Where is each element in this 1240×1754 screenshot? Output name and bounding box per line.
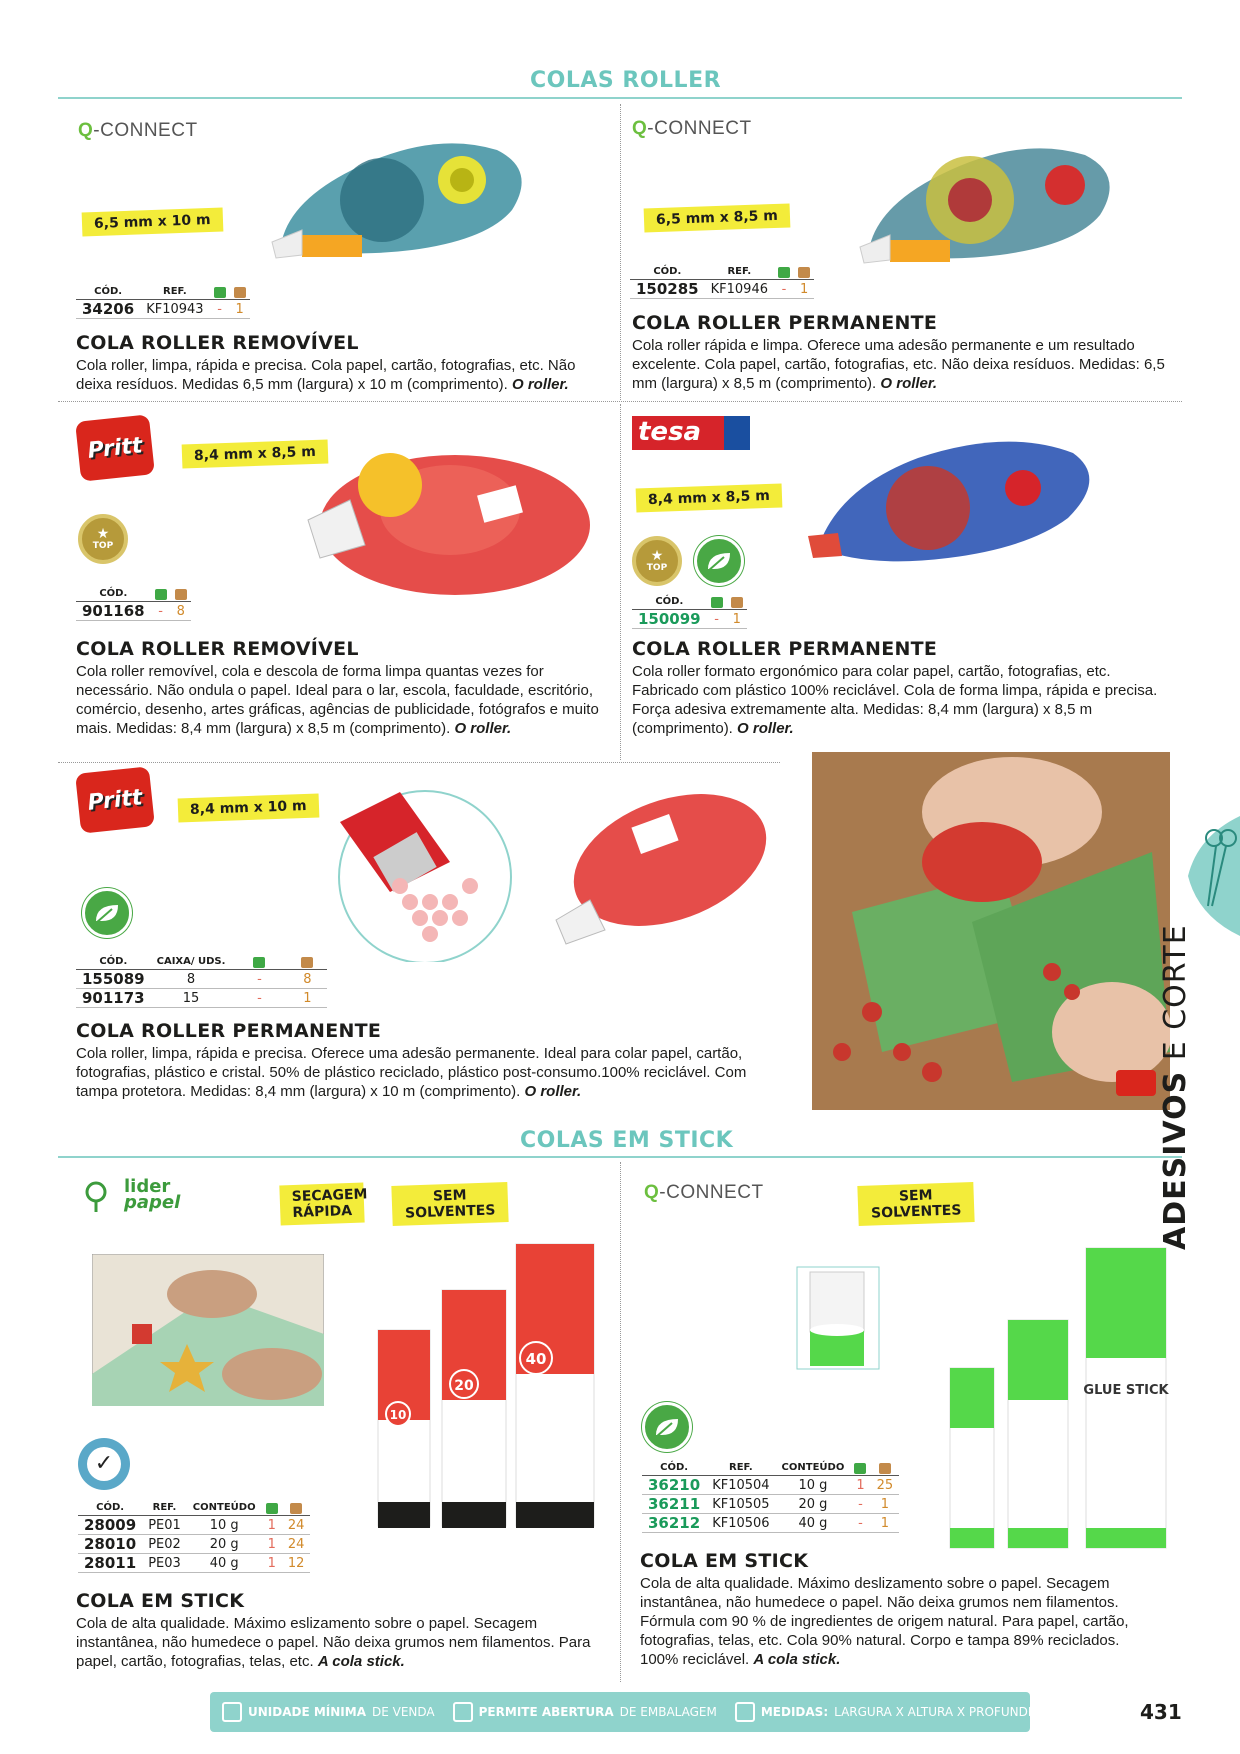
legend-measures: MEDIDAS: LARGURA X ALTURA X PROFUNDIDADE — [735, 1702, 1066, 1722]
product-title: COLA ROLLER REMOVÍVEL — [76, 332, 359, 354]
cell-ref: PE02 — [142, 1535, 187, 1554]
size-tag: 8,4 mm x 10 m — [178, 794, 319, 823]
stick-size-label: 10 — [389, 1408, 407, 1422]
cell-open: 1 — [850, 1476, 870, 1495]
product-description: Cola roller removível, cola e descola de forma limpa quantas vezes for necessário. Não ondula o papel. Ideal para o lar, escola, faculdade, escritório, comércio, desenho, artes gráficas, agências de publicidade, fotógrafos e muito mais. Medidas: 8,4 mm (largura) x 8,5 m (comprimento). O roller. — [76, 663, 599, 737]
product-title: COLA ROLLER REMOVÍVEL — [76, 638, 359, 660]
eco-leaf-icon — [642, 1402, 692, 1452]
table-row — [78, 1535, 310, 1554]
qconnect-logo: Q-CONNECT — [644, 1182, 764, 1203]
table-row — [76, 602, 191, 621]
spec-table — [630, 266, 814, 299]
roller-product-image — [262, 130, 532, 280]
col-header: CÓD. — [76, 286, 140, 300]
usage-photo — [812, 752, 1170, 1110]
size-tag: 8,4 mm x 8,5 m — [636, 483, 783, 512]
cell-ref: KF10505 — [706, 1495, 775, 1514]
product-description: Cola roller rápida e limpa. Oferece uma adesão permanente e um resultado excelente. Cola papel, cartão, fotografias, etc. Não deixa resíduos. Medidas: 6,5 mm (largura) x 8,5 m (comprimento). O roller. — [632, 337, 1165, 392]
glue-stick-image — [370, 1240, 600, 1540]
cell-content: 40 g — [187, 1554, 262, 1573]
cell-cod: 36212 — [642, 1514, 706, 1533]
open-box-icon — [453, 1702, 473, 1722]
cell-unit: 1 — [794, 280, 814, 299]
col-header: CÓD. — [632, 596, 707, 610]
cell-unit: 1 — [871, 1514, 900, 1533]
open-pack-icon — [151, 588, 171, 602]
open-pack-icon — [774, 266, 794, 280]
cell-open: - — [707, 610, 727, 629]
open-pack-icon — [262, 1502, 282, 1516]
cell-cod: 155089 — [76, 970, 151, 989]
qconnect-logo: Q-CONNECT — [632, 118, 752, 139]
cell-cod: 28010 — [78, 1535, 142, 1554]
spec-table — [76, 286, 250, 319]
cell-open: 1 — [262, 1535, 282, 1554]
cell-unit: 12 — [282, 1554, 311, 1573]
product-description: Cola roller, limpa, rápida e precisa. Oferece uma adesão permanente. Ideal para colar papel, cartão, fotografias, plástico e cristal. 50% de plástico reciclado, plástico post-consumo.100% reciclável. Com tampa protetora. Medidas: 8,4 mm (largura) x 10 m (comprimento). O roller. — [76, 1045, 747, 1100]
col-header: CÓD. — [642, 1462, 706, 1476]
table-row — [630, 280, 814, 299]
min-unit-icon — [727, 596, 747, 610]
table-row — [78, 1516, 310, 1535]
qconnect-logo: Q-CONNECT — [78, 120, 198, 141]
size-tag: 8,4 mm x 8,5 m — [182, 439, 329, 468]
table-row — [642, 1476, 899, 1495]
stick-brand-label: GLUE STICK — [1083, 1383, 1169, 1398]
cell-ref: PE01 — [142, 1516, 187, 1535]
tag-no-solvents: SEM SOLVENTES — [391, 1182, 508, 1226]
min-unit-icon — [287, 956, 327, 970]
size-tag: 6,5 mm x 10 m — [82, 208, 223, 237]
tesa-logo: tesa — [632, 416, 750, 450]
table-row — [76, 970, 327, 989]
top-badge-icon: ★ TOP — [78, 514, 128, 564]
open-pack-icon — [850, 1462, 870, 1476]
col-header: CÓD. — [78, 1502, 142, 1516]
column-divider — [620, 104, 621, 400]
category-side-label: ADESIVOS E CORTE — [1158, 924, 1193, 1250]
cell-unit: 1 — [871, 1495, 900, 1514]
section-rule — [58, 1156, 1182, 1158]
cell-ref: KF10506 — [706, 1514, 775, 1533]
legend-open-pack: PERMITE ABERTURA DE EMBALAGEM — [453, 1702, 717, 1722]
spec-table — [78, 1502, 310, 1573]
table-row — [76, 989, 327, 1008]
cell-unit: 1 — [230, 300, 250, 319]
cell-cod: 150099 — [632, 610, 707, 629]
product-title: COLA EM STICK — [76, 1590, 245, 1612]
cell-open: - — [850, 1495, 870, 1514]
box-icon — [222, 1702, 242, 1722]
cell-unit: 24 — [282, 1516, 311, 1535]
col-header: CONTEÚDO — [776, 1462, 851, 1476]
tag-no-solvents: SEM SOLVENTES — [857, 1182, 974, 1226]
usage-photo — [92, 1254, 324, 1406]
legend-min-unit: UNIDADE MÍNIMA DE VENDA — [222, 1702, 435, 1722]
legend-bar — [210, 1692, 1066, 1732]
eco-leaf-icon — [694, 536, 744, 586]
cell-open: - — [210, 300, 230, 319]
roller-product-image — [550, 780, 770, 960]
cell-unit: 24 — [282, 1535, 311, 1554]
cell-unit: 25 — [871, 1476, 900, 1495]
table-row — [78, 1554, 310, 1573]
eco-leaf-icon — [82, 888, 132, 938]
spec-table — [632, 596, 747, 629]
col-header: REF. — [706, 1462, 775, 1476]
cell-unit: 8 — [287, 970, 327, 989]
stick-size-label: 20 — [454, 1378, 474, 1394]
top-badge-icon: ★ TOP — [632, 536, 682, 586]
col-header: CAIXA/ UDS. — [151, 956, 232, 970]
cell-cod: 901168 — [76, 602, 151, 621]
glue-stick-detail-image — [796, 1266, 880, 1370]
stick-size-label: 40 — [525, 1350, 547, 1368]
scissors-icon — [1188, 816, 1240, 936]
pritt-logo: Pritt — [75, 766, 155, 833]
table-row — [642, 1514, 899, 1533]
cell-cod: 36211 — [642, 1495, 706, 1514]
roller-detail-image — [330, 782, 520, 962]
cell-ref: KF10946 — [705, 280, 774, 299]
cell-content: 20 g — [187, 1535, 262, 1554]
cell-content: 40 g — [776, 1514, 851, 1533]
col-header: CONTEÚDO — [187, 1502, 262, 1516]
col-header: REF. — [140, 286, 209, 300]
cell-box: 15 — [151, 989, 232, 1008]
cell-open: 1 — [262, 1516, 282, 1535]
tag-quick-dry: SECAGEM RÁPIDA — [279, 1183, 364, 1226]
cell-cod: 901173 — [76, 989, 151, 1008]
cell-content: 10 g — [187, 1516, 262, 1535]
product-description: Cola roller formato ergonómico para colar papel, cartão, fotografias, etc. Fabricado com plástico 100% reciclável. Cola de forma limpa, rápida e precisa. Força adesiva extremamente alta. Medidas: 8,4 mm (largura) x 8,5 m (comprimento). O roller. — [632, 663, 1158, 737]
cell-ref: KF10504 — [706, 1476, 775, 1495]
cell-open: - — [231, 989, 287, 1008]
spec-table — [642, 1462, 899, 1533]
cell-open: - — [850, 1514, 870, 1533]
spec-table — [76, 956, 327, 1008]
measure-icon — [735, 1702, 755, 1722]
open-pack-icon — [707, 596, 727, 610]
col-header: CÓD. — [630, 266, 705, 280]
product-title: COLA ROLLER PERMANENTE — [632, 312, 938, 334]
cell-content: 20 g — [776, 1495, 851, 1514]
cell-cod: 36210 — [642, 1476, 706, 1495]
product-title: COLA EM STICK — [640, 1550, 809, 1572]
cell-content: 10 g — [776, 1476, 851, 1495]
cell-ref: KF10943 — [140, 300, 209, 319]
size-tag: 6,5 mm x 8,5 m — [644, 203, 791, 232]
col-header: CÓD. — [76, 956, 151, 970]
cell-open: 1 — [262, 1554, 282, 1573]
roller-product-image — [808, 428, 1108, 588]
product-title: COLA ROLLER PERMANENTE — [76, 1020, 382, 1042]
row-divider — [58, 401, 1182, 402]
table-row — [632, 610, 747, 629]
cell-box: 8 — [151, 970, 232, 989]
product-title: COLA ROLLER PERMANENTE — [632, 638, 938, 660]
product-description: Cola de alta qualidade. Máximo eslizamento sobre o papel. Secagem instantânea, não humedece o papel. Não deixa grumos nem filamentos. Para papel, cartão, fotografias, telas, etc. A cola stick. — [76, 1615, 591, 1670]
table-row — [642, 1495, 899, 1514]
col-header: REF. — [705, 266, 774, 280]
page-number: 431 — [1140, 1700, 1182, 1724]
pritt-logo: Pritt — [75, 414, 155, 481]
section-title-roller: COLAS ROLLER — [530, 68, 722, 93]
open-pack-icon — [231, 956, 287, 970]
min-unit-icon — [871, 1462, 900, 1476]
cell-cod: 150285 — [630, 280, 705, 299]
cell-unit: 8 — [171, 602, 191, 621]
glue-stick-image — [946, 1244, 1176, 1554]
product-description: Cola de alta qualidade. Máximo deslizamento sobre o papel. Secagem instantânea, não humedece o papel. Não deixa grumos nem filamentos. Fórmula com 90 % de ingredientes de origem natural. Para papel, cartão, fotografias, telas, etc. Cola 90% natural. Corpo e tampa 89% reciclados. 100% reciclável. A cola stick. — [640, 1575, 1129, 1668]
cell-open: - — [231, 970, 287, 989]
section-rule — [58, 97, 1182, 99]
product-description: Cola roller, limpa, rápida e precisa. Cola papel, cartão, fotografias, etc. Não deixa resíduos. Medidas 6,5 mm (largura) x 10 m (comprimento). O roller. — [76, 357, 576, 393]
spec-table — [76, 588, 191, 621]
roller-product-image — [300, 440, 590, 610]
cell-unit: 1 — [287, 989, 327, 1008]
min-unit-icon — [230, 286, 250, 300]
col-header: CÓD. — [76, 588, 151, 602]
cell-unit: 1 — [727, 610, 747, 629]
cell-ref: PE03 — [142, 1554, 187, 1573]
cell-cod: 28011 — [78, 1554, 142, 1573]
row-divider — [58, 762, 780, 763]
cell-open: - — [151, 602, 171, 621]
section-title-stick: COLAS EM STICK — [520, 1128, 734, 1153]
roller-product-image — [850, 135, 1120, 285]
table-row — [76, 300, 250, 319]
quality-check-icon: ✓ — [78, 1438, 130, 1490]
cell-open: - — [774, 280, 794, 299]
col-header: REF. — [142, 1502, 187, 1516]
open-pack-icon — [210, 286, 230, 300]
min-unit-icon — [171, 588, 191, 602]
column-divider — [620, 1162, 621, 1682]
min-unit-icon — [282, 1502, 311, 1516]
min-unit-icon — [794, 266, 814, 280]
cell-cod: 28009 — [78, 1516, 142, 1535]
cell-cod: 34206 — [76, 300, 140, 319]
column-divider — [620, 404, 621, 760]
